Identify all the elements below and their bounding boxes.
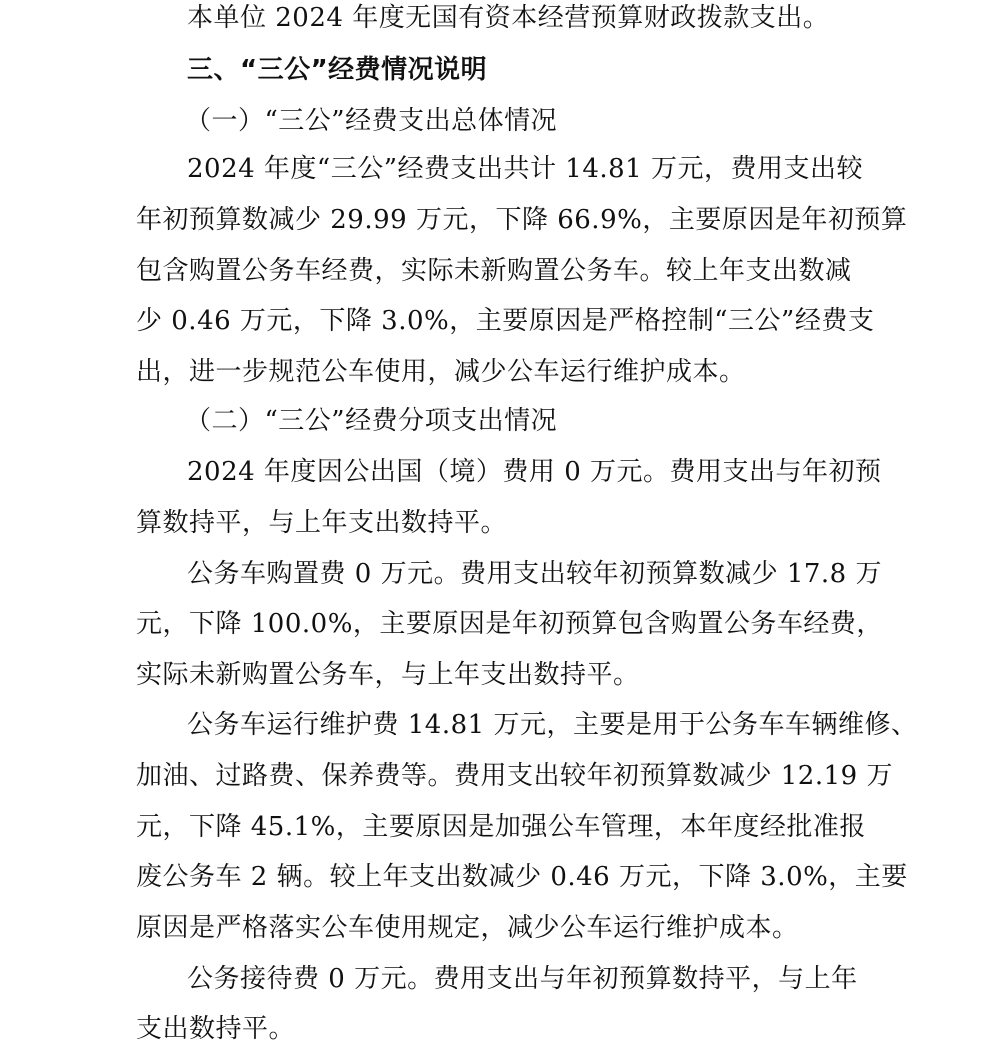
subsection-heading: （二）“三公”经费分项支出情况 <box>185 406 558 436</box>
text-line: 元，下降 100.0%，主要原因是年初预算包含购置公务车经费， <box>136 609 883 639</box>
subsection-heading: （一）“三公”经费支出总体情况 <box>185 106 558 136</box>
text-line: 公务接待费 0 万元。费用支出与年初预算数持平，与上年 <box>187 964 858 994</box>
text-line: 公务车购置费 0 万元。费用支出较年初预算数减少 17.8 万 <box>187 559 882 589</box>
text-line: 包含购置公务车经费，实际未新购置公务车。较上年支出数减 <box>136 256 852 286</box>
text-line: 2024 年度“三公”经费支出共计 14.81 万元，费用支出较 <box>187 154 863 184</box>
text-line: 废公务车 2 辆。较上年支出数减少 0.46 万元，下降 3.0%，主要 <box>136 862 908 892</box>
text-line: 原因是严格落实公车使用规定，减少公车运行维护成本。 <box>136 913 799 943</box>
text-line: 本单位 2024 年度无国有资本经营预算财政拨款支出。 <box>187 3 830 33</box>
text-line: 公务车运行维护费 14.81 万元，主要是用于公务车车辆维修、 <box>187 710 918 740</box>
text-line: 支出数持平。 <box>136 1014 296 1044</box>
text-line: 算数持平，与上年支出数持平。 <box>136 508 508 538</box>
text-line: 实际未新购置公务车，与上年支出数持平。 <box>136 660 640 690</box>
text-line: 年初预算数减少 29.99 万元，下降 66.9%，主要原因是年初预算 <box>136 205 908 235</box>
text-line: 2024 年度因公出国（境）费用 0 万元。费用支出与年初预 <box>187 457 882 487</box>
section-heading: 三、“三公”经费情况说明 <box>187 55 488 85</box>
text-line: 少 0.46 万元，下降 3.0%，主要原因是严格控制“三公”经费支 <box>136 306 875 336</box>
text-line: 加油、过路费、保养费等。费用支出较年初预算数减少 12.19 万 <box>136 761 893 791</box>
text-line: 出，进一步规范公车使用，减少公车运行维护成本。 <box>136 357 746 387</box>
text-line: 元，下降 45.1%，主要原因是加强公车管理，本年度经批准报 <box>136 812 866 842</box>
